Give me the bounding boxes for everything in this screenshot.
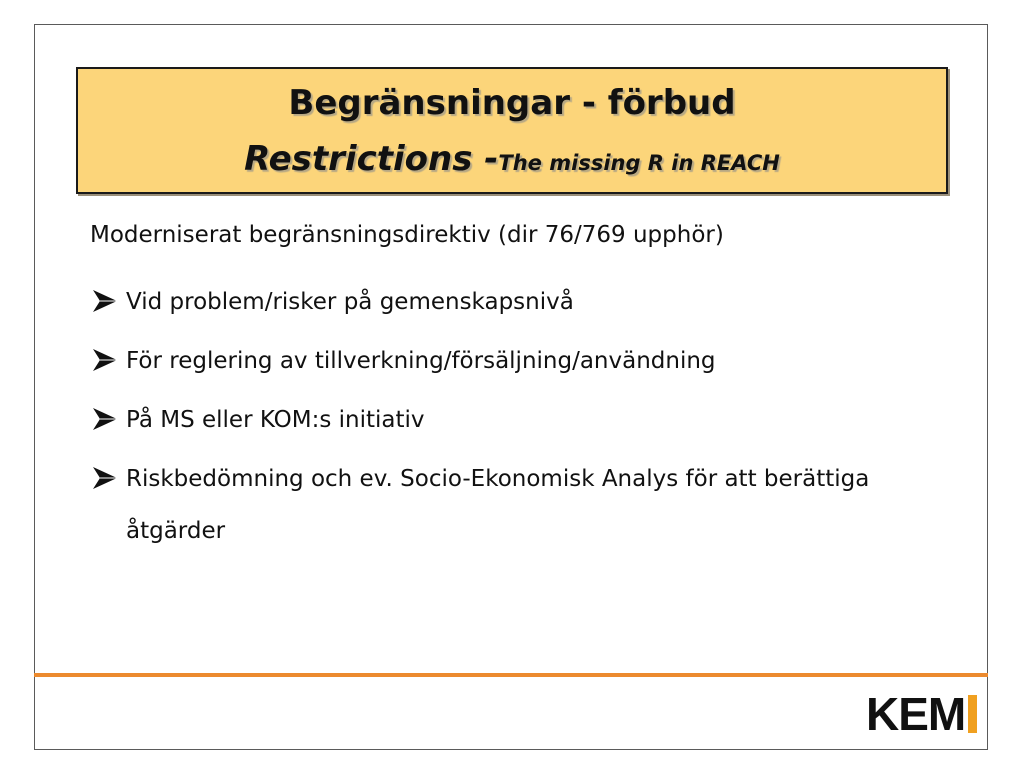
title-english-subtitle: The missing R in REACH bbox=[498, 151, 780, 175]
arrowhead-bullet-icon bbox=[90, 453, 126, 505]
arrowhead-bullet-icon bbox=[90, 276, 126, 328]
list-item bbox=[90, 276, 940, 328]
intro-text: Moderniserat begränsningsdirektiv (dir 76/769 upphör) bbox=[90, 222, 724, 248]
list-item bbox=[90, 394, 940, 446]
title-box bbox=[76, 67, 948, 194]
list-item bbox=[90, 453, 940, 557]
bullet-text: Riskbedömning och ev. Socio-Ekonomisk Analys för att berättiga åtgärder bbox=[126, 466, 870, 544]
logo-accent-bar bbox=[968, 695, 977, 733]
arrowhead-bullet-icon bbox=[90, 394, 126, 446]
footer-divider bbox=[34, 673, 988, 677]
bullet-text: På MS eller KOM:s initiativ bbox=[126, 407, 425, 433]
arrowhead-bullet-icon bbox=[90, 335, 126, 387]
title-english-main: Restrictions - bbox=[244, 139, 499, 179]
list-item bbox=[90, 335, 940, 387]
bullet-list bbox=[90, 276, 940, 564]
bullet-text: För reglering av tillverkning/försäljning/användning bbox=[126, 348, 716, 374]
title-swedish: Begränsningar - förbud bbox=[288, 83, 736, 123]
title-english bbox=[78, 139, 946, 183]
bullet-text: Vid problem/risker på gemenskapsnivå bbox=[126, 289, 574, 315]
kemi-logo bbox=[866, 690, 977, 738]
logo-text: KEM bbox=[866, 688, 966, 740]
